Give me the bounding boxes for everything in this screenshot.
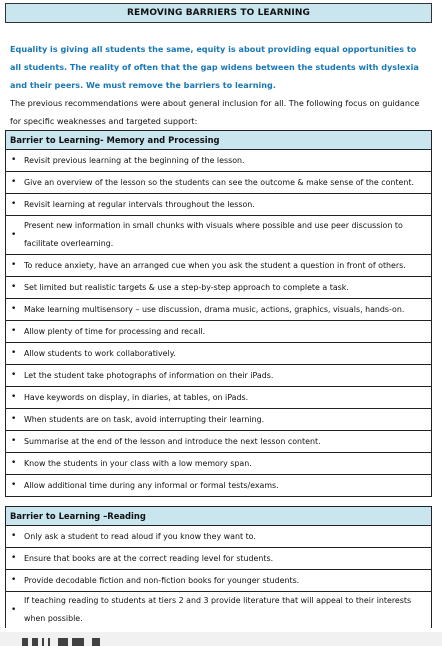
section-reading [5,506,432,628]
bullet-icon: • [11,414,17,424]
bullet-icon: • [11,304,17,314]
bullet-icon: • [11,604,17,615]
list-item: • Know the students in your class with a low memory span. [6,453,431,475]
section-heading: Barrier to Learning –Reading [6,507,431,526]
list-item: • When students are on task, avoid interrupting their learning. [6,409,431,431]
list-item: • Give an overview of the lesson so the students can see the outcome & make sense of the content. [6,172,431,194]
bullet-icon: • [11,370,17,380]
list-item: • Have keywords on display, in diaries, at tables, on iPads. [6,387,431,409]
bullet-icon: • [11,553,17,563]
list-item: • Only ask a student to read aloud if you know they want to. [6,526,431,548]
section-heading: Barrier to Learning- Memory and Processing [6,131,431,150]
bullet-icon: • [11,436,17,446]
bullet-icon: • [11,480,17,490]
list-item: • Revisit previous learning at the beginning of the lesson. [6,150,431,172]
list-item: • Ensure that books are at the correct reading level for students. [6,548,431,570]
next-page-edge [0,632,442,646]
intro-text: The previous recommendations were about general inclusion for all. The following focus on guidance for specific weaknesses and targeted support: [10,98,420,126]
list-item: • Let the student take photographs of information on their iPads. [6,365,431,387]
bullet-icon: • [11,177,17,187]
list-item: • Revisit learning at regular intervals throughout the lesson. [6,194,431,216]
list-item: • If teaching reading to students at tiers 2 and 3 provide literature that will appeal to their interests when possible. [11,596,412,623]
list-item: • Allow additional time during any informal or formal tests/exams. [6,475,431,497]
bullet-icon: • [11,575,17,585]
list-item: • Provide decodable fiction and non-fiction books for younger students. [6,570,431,592]
bullet-icon: • [11,392,17,402]
list-item: • Summarise at the end of the lesson and introduce the next lesson content. [6,431,431,453]
bullet-icon: • [11,326,17,336]
section-memory-processing [5,130,432,497]
intro-highlight: Equality is giving all students the same, equity is about providing equal opportunities to all students. The reality of often that the gap widens between the students with dyslexia and their peers. We must remove the barriers to learning. [10,44,419,90]
list-item: • Present new information in small chunks with visuals where possible and use peer discussion to facilitate overlearning. [6,216,431,255]
list-item: • Make learning multisensory – use discussion, drama music, actions, graphics, visuals, hands-on. [6,299,431,321]
list-item: • Allow students to work collaboratively. [6,343,431,365]
list-item: • Allow plenty of time for processing and recall. [6,321,431,343]
bullet-icon: • [11,260,17,270]
bullet-icon: • [11,155,17,165]
list-item: • To reduce anxiety, have an arranged cue when you ask the student a question in front of others. [6,255,431,277]
cropped-heading-fragment [22,638,172,646]
bullet-icon: • [11,199,17,209]
list-item: • Set limited but realistic targets & use a step-by-step approach to complete a task. [6,277,431,299]
bullet-icon: • [11,531,17,541]
bullet-icon: • [11,282,17,292]
bullet-icon: • [11,229,17,240]
intro-paragraph [10,40,428,130]
bullet-icon: • [11,348,17,358]
page-title: REMOVING BARRIERS TO LEARNING [5,3,432,23]
bullet-icon: • [11,458,17,468]
